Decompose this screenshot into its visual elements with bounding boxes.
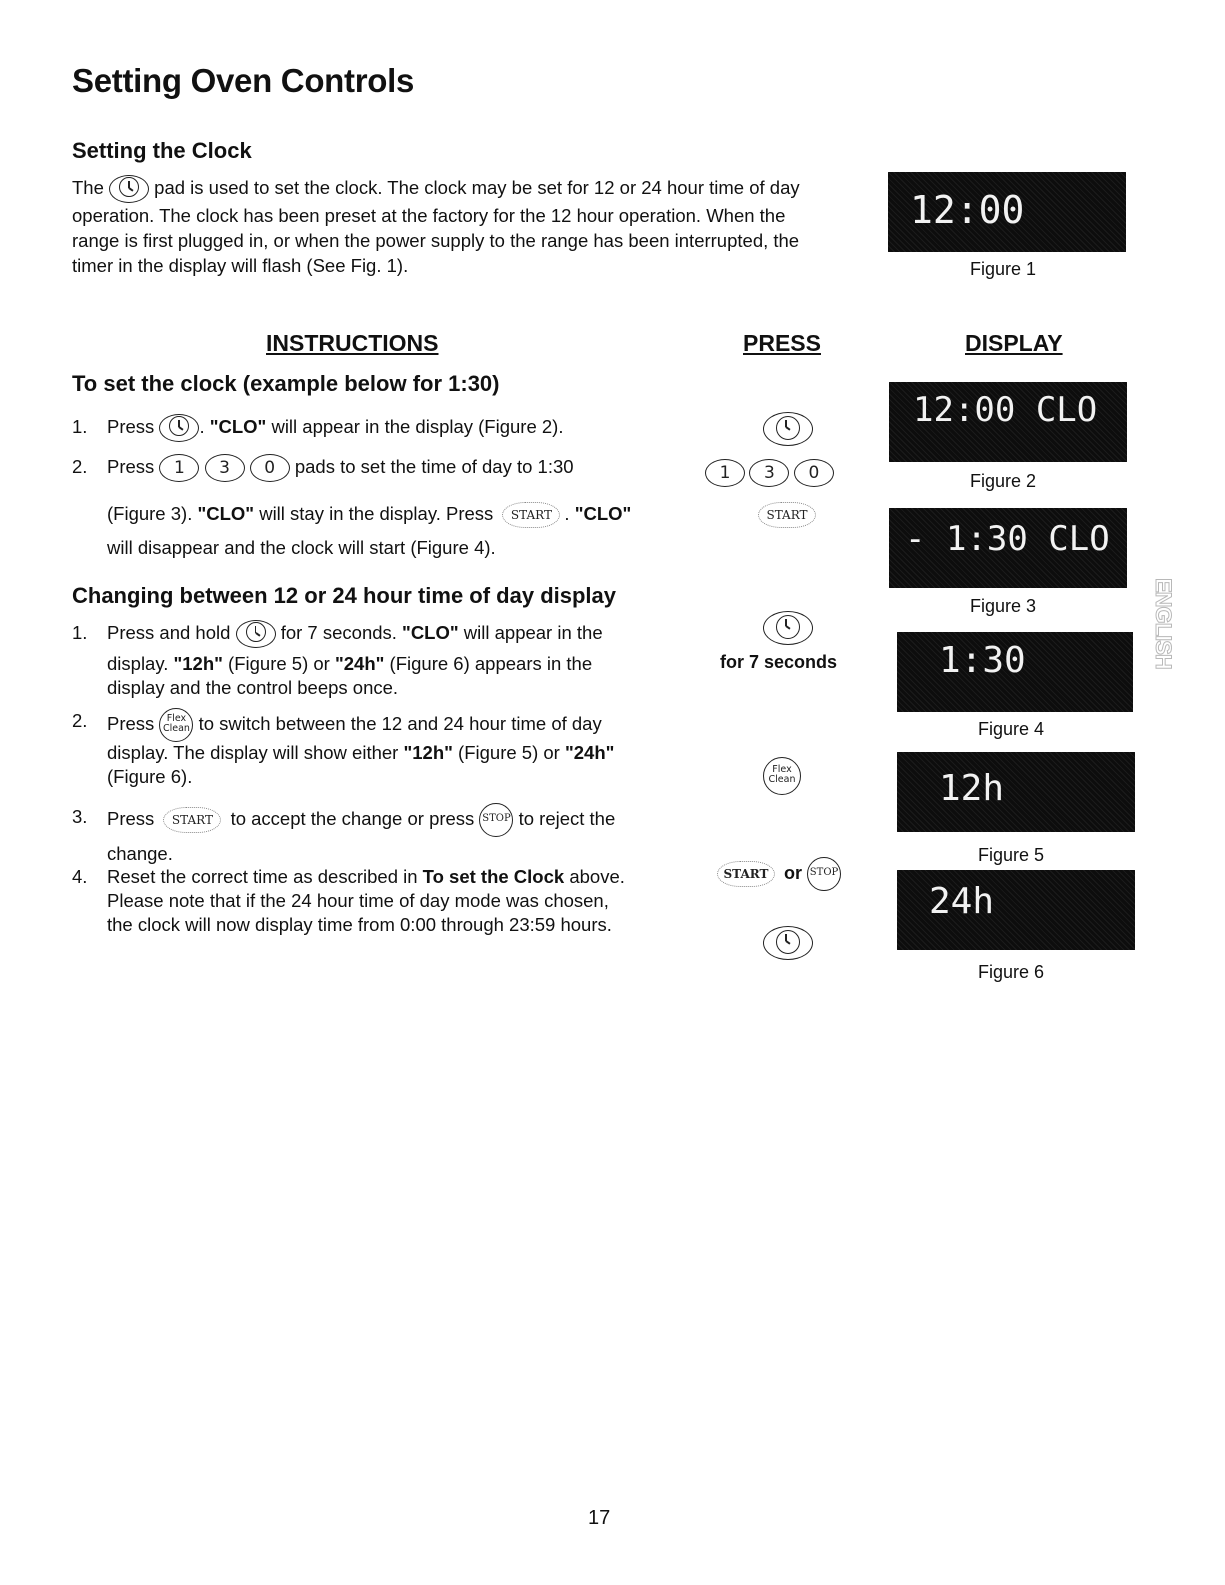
stop-pad: STOP <box>479 803 513 837</box>
clo-label: "CLO" <box>574 502 632 524</box>
step-2-d: will stay in the display. Press <box>254 502 494 524</box>
clock-p2: operation. The clock has been preset at the factory for the 12 hour operation. When the <box>72 205 786 227</box>
figure-3-caption: Figure 3 <box>970 596 1037 616</box>
change-step-2-number: 2. <box>72 710 88 731</box>
step-2-text-line2 <box>107 500 631 530</box>
change-mode-heading: Changing between 12 or 24 hour time of day display <box>72 583 616 608</box>
c1-f: (Figure 6) appears in the <box>384 653 593 674</box>
c3-a: Press <box>107 807 155 829</box>
clock-icon <box>169 416 189 436</box>
start-pad: START <box>159 805 225 835</box>
change-step-4-line1 <box>107 864 625 889</box>
step-2-a: Press <box>107 456 155 477</box>
clo-label: "CLO" <box>209 416 267 437</box>
figure-5-caption: Figure 5 <box>978 845 1045 865</box>
clock-section-heading: Setting the Clock <box>72 138 252 163</box>
figure-6-display: 24h <box>897 870 1135 950</box>
figure-1-display: 12:00 <box>888 172 1126 252</box>
clo-label: "CLO" <box>197 502 255 524</box>
step-2-b: pads to set the time of day to 1:30 <box>294 456 574 477</box>
label-12h: "12h" <box>173 653 223 674</box>
c3-c: to reject the <box>513 807 616 829</box>
clock-p1-b: pad is used to set the clock. The clock may be set for 12 or 24 hour time of day <box>154 177 800 198</box>
clock-pad <box>159 414 199 442</box>
press-start-or-stop <box>713 857 841 891</box>
clock-p1-a: The <box>72 177 104 198</box>
step-2-f: will disappear and the clock will start (Figure 4). <box>107 537 496 558</box>
c3-d: change. <box>107 843 173 864</box>
figure-2-display: 12:00 CLO <box>889 382 1127 462</box>
clean-label: Clean <box>768 774 796 785</box>
c2-b: to switch between the 12 and 24 hour time of day <box>193 712 602 734</box>
page-number: 17 <box>588 1507 611 1529</box>
step-1-c: will appear in the display (Figure 2). <box>266 416 564 437</box>
clock-icon <box>776 615 800 639</box>
c1-d: display. <box>107 653 174 674</box>
start-pad: START <box>498 500 564 530</box>
step-1-a: Press <box>107 416 155 437</box>
step-1-number: 1. <box>72 416 88 437</box>
clean-label: Clean <box>162 723 190 734</box>
step-2-e: . <box>564 502 575 524</box>
press-start-pad <box>754 500 820 530</box>
figure-2-caption: Figure 2 <box>970 471 1037 491</box>
c2-a: Press <box>107 712 155 734</box>
clock-pad <box>763 926 813 960</box>
press-number-pads <box>705 459 834 487</box>
clock-p4: timer in the display will flash (See Fig. 1). <box>72 255 409 277</box>
change-step-2-line2 <box>107 740 614 765</box>
press-clock-pad-3 <box>763 926 813 960</box>
c4-a: Reset the correct time as described in <box>107 866 423 887</box>
press-flex-clean-pad <box>763 757 801 795</box>
flex-clean-pad <box>763 757 801 795</box>
clock-pad <box>236 620 276 648</box>
stop-pad: STOP <box>807 857 841 891</box>
zero-pad: 0 <box>794 459 834 487</box>
c4-b: above. <box>564 866 625 887</box>
step-1-b: . <box>199 416 210 437</box>
display-column-heading: DISPLAY <box>965 330 1063 356</box>
clock-icon <box>119 177 139 197</box>
figure-4-display: 1:30 <box>897 632 1133 712</box>
language-side-tab: ENGLISH <box>1151 578 1176 669</box>
one-pad: 1 <box>159 454 199 482</box>
clock-pad <box>109 175 149 203</box>
change-step-3-number: 3. <box>72 806 88 827</box>
clock-p3: range is first plugged in, or when the power supply to the range has been interrupted, the <box>72 230 800 252</box>
or-label: or <box>784 862 803 883</box>
press-clock-pad-2 <box>763 611 813 645</box>
press-column-heading: PRESS <box>743 330 821 356</box>
flex-label: Flex <box>772 764 792 775</box>
start-pad: START <box>754 500 820 530</box>
step-2-c: (Figure 3). <box>107 502 198 524</box>
change-step-4-number: 4. <box>72 866 88 887</box>
clock-pad <box>763 611 813 645</box>
c1-c: will appear in the <box>458 622 603 643</box>
figure-1-caption: Figure 1 <box>970 259 1037 279</box>
label-12h: "12h" <box>403 742 453 763</box>
start-pad: START <box>713 859 779 889</box>
zero-pad: 0 <box>250 454 290 482</box>
page-title: Setting Oven Controls <box>72 62 415 99</box>
one-pad: 1 <box>705 459 745 487</box>
c4-bold: To set the Clock <box>422 866 565 887</box>
instructions-column-heading: INSTRUCTIONS <box>266 330 439 356</box>
three-pad: 3 <box>749 459 789 487</box>
clock-icon <box>776 930 800 954</box>
change-step-1-line1 <box>107 620 603 648</box>
clock-icon <box>246 622 266 642</box>
clo-label: "CLO" <box>402 622 459 643</box>
flex-label: Flex <box>166 713 187 724</box>
change-step-1-number: 1. <box>72 622 88 643</box>
c4-c: Please note that if the 24 hour time of day mode was chosen, <box>107 890 609 911</box>
clock-section-paragraph <box>72 175 872 278</box>
figure-4-caption: Figure 4 <box>978 719 1045 739</box>
for-7-seconds-label: for 7 seconds <box>720 652 838 672</box>
figure-6-caption: Figure 6 <box>978 962 1045 982</box>
c4-d: the clock will now display time from 0:00 through 23:59 hours. <box>107 914 612 935</box>
c1-a: Press and hold <box>107 622 231 643</box>
c1-e: (Figure 5) or <box>222 653 335 674</box>
c2-e: (Figure 6). <box>107 766 193 787</box>
change-step-1-line2 <box>107 651 592 676</box>
press-clock-pad-1 <box>763 412 813 446</box>
c1-g: display and the control beeps once. <box>107 677 399 698</box>
change-step-3-line1 <box>107 803 615 837</box>
set-clock-heading: To set the clock (example below for 1:30) <box>72 371 500 396</box>
c2-c: display. The display will show either <box>107 742 404 763</box>
step-2-number: 2. <box>72 456 88 477</box>
figure-3-display: - 1:30 CLO <box>889 508 1127 588</box>
clock-icon <box>776 416 800 440</box>
c1-b: for 7 seconds. <box>275 622 403 643</box>
clock-pad <box>763 412 813 446</box>
three-pad: 3 <box>205 454 245 482</box>
step-2-text-line1 <box>107 454 574 482</box>
c3-b: to accept the change or press <box>225 807 475 829</box>
c2-d: (Figure 5) or <box>452 742 565 763</box>
figure-5-display: 12h <box>897 752 1135 832</box>
flex-clean-pad <box>159 708 193 742</box>
label-24h: "24h" <box>564 742 615 763</box>
label-24h: "24h" <box>334 653 385 674</box>
change-step-2-line1 <box>107 708 602 742</box>
step-1-text <box>107 414 563 442</box>
